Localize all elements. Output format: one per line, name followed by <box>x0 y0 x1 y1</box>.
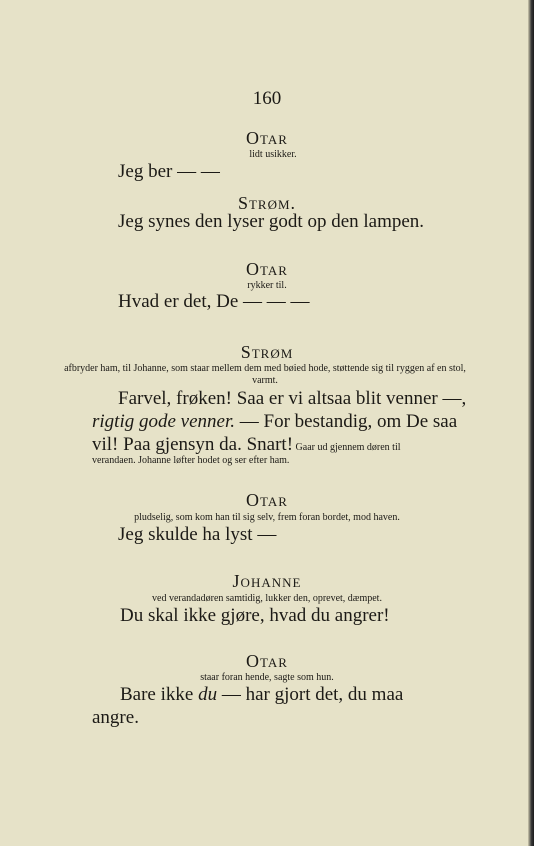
stage-direction: rykker til. <box>247 280 287 291</box>
dialogue-text: Bare ikke <box>120 684 199 705</box>
speaker-name: Strøm. <box>237 193 297 213</box>
emphasis-text: du <box>198 684 218 705</box>
dialogue-line: angre. <box>92 707 139 728</box>
emphasis-text: rigtig gode venner. <box>92 411 236 432</box>
stage-direction: verandaen. Johanne løfter hodet og ser efter ham. <box>92 455 290 466</box>
stage-direction: staar foran hende, sagte som hun. <box>200 672 334 683</box>
dialogue-text: vil! Paa gjensyn da. Snart! <box>92 434 294 455</box>
speaker-name: Otar <box>246 651 288 671</box>
dialogue-line: Jeg ber — — <box>118 161 220 182</box>
stage-direction: pludselig, som kom han til sig selv, frem foran bordet, mod haven. <box>134 512 400 523</box>
stage-direction: ved verandadøren samtidig, lukker den, oprevet, dæmpet. <box>152 593 382 604</box>
dialogue-line <box>92 411 457 433</box>
dialogue-line <box>120 684 403 706</box>
speaker-name: Otar <box>246 490 288 510</box>
dialogue-line: Du skal ikke gjøre, hvad du angrer! <box>120 605 390 626</box>
speaker-name: Strøm <box>240 342 294 362</box>
dialogue-line: Jeg skulde ha lyst — <box>118 524 277 545</box>
dialogue-line: Farvel, frøken! Saa er vi altsaa blit venner —, <box>118 388 467 409</box>
speaker-name: Johanne <box>232 571 302 591</box>
stage-direction: afbryder ham, til Johanne, som staar mellem dem med bøied hode, støttende sig til ryggen af en stol, varmt. <box>64 363 466 386</box>
dialogue-line <box>92 434 401 456</box>
speaker-name: Otar <box>246 128 288 148</box>
inline-stage-direction: Gaar ud gjennem døren til <box>293 442 401 453</box>
page-edge-shadow <box>528 0 534 846</box>
page-number: 160 <box>252 88 282 109</box>
dialogue-text: — For bestandig, om De saa <box>235 411 458 432</box>
dialogue-text: — har gjort det, du maa <box>217 684 404 705</box>
dialogue-line: Jeg synes den lyser godt op den lampen. <box>118 211 425 232</box>
speaker-name: Otar <box>246 259 288 279</box>
stage-direction: lidt usikker. <box>249 149 297 160</box>
dialogue-line: Hvad er det, De — — — <box>118 291 310 312</box>
